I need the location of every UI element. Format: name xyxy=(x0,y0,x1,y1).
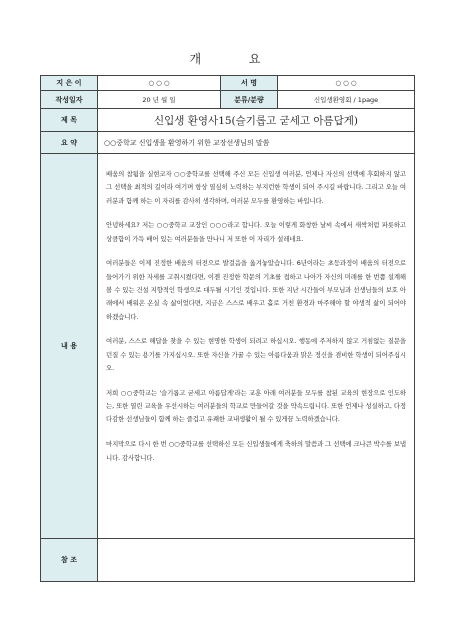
content-body xyxy=(98,154,415,539)
reference-row xyxy=(41,539,415,582)
summary-label: 요 약 xyxy=(41,132,98,154)
content-row xyxy=(41,154,415,539)
signature-value: ○ ○ ○ xyxy=(278,76,415,91)
subject-value: 신입생 환영사15(슬기롭고 굳세고 아름답게) xyxy=(98,109,415,132)
reference-value xyxy=(98,539,415,582)
category-value: 신입생환영회 / 1page xyxy=(278,91,415,109)
author-row xyxy=(41,76,415,91)
signature-label: 서 명 xyxy=(221,76,278,91)
category-label: 분류/분량 xyxy=(221,91,278,109)
date-label: 작성일자 xyxy=(41,91,98,109)
content-paragraph: 안녕하세요? 저는 ○○중학교 교장인 ○○○라고 합니다. 오늘 이렇게 화창한 날씨 속에서 새싹처럼 파릇하고 상큼함이 가득 배어 있는 여러분들을 만나니 저 또한 이 자리가 설레네요. xyxy=(106,221,406,243)
content-paragraph: 여러분, 스스로 해답을 찾을 수 있는 현명한 학생이 되려고 하십시오. 행동에 주저하지 않고 거침없는 질문을 던질 수 있는 용기를 가지십시오. 또한 자신을 가꿀 수 있는 아름다움과 맑은 정신을 겸비한 학생이 되어주십시오. xyxy=(106,337,406,373)
date-row xyxy=(41,91,415,109)
overview-form-table xyxy=(40,75,415,582)
reference-label: 참 조 xyxy=(41,539,98,582)
summary-row xyxy=(41,132,415,154)
date-value: 20 년 월 일 xyxy=(98,91,221,109)
author-value: ○ ○ ○ xyxy=(98,76,221,91)
subject-row xyxy=(41,109,415,132)
author-label: 지 은 이 xyxy=(41,76,98,91)
page-title: 개 요 xyxy=(189,52,283,66)
content-paragraph: 배움의 참됨을 실현코자 ○○중학교를 선택해 주신 모든 신입생 여러분, 언제나 자신의 선택에 후회하지 않고 그 선택을 최적의 길이라 여기며 항상 열심히 노력하는 부지런한 학생이 되어 주시길 바랍니다. 그리고 오늘 여러분과 함께 하는 이 자리를 감사히 생각하며, 여러분 모두를 환영하는 바입니다. xyxy=(106,170,406,205)
content-label: 내 용 xyxy=(41,154,98,539)
summary-value: ○○중학교 신입생을 환영하기 위한 교장선생님의 말씀 xyxy=(98,132,415,154)
content-paragraph: 여러분들은 이제 진정한 배움의 터전으로 발걸음을 옮겨놓았습니다. 6년이라는 초등과정이 배움의 터전으로 들어가기 위한 자세를 고취시켰다면, 이젠 진정한 학문의 기초를 접하고 나아가 자신의 미래를 한 번쯤 설계해 볼 수 있는 건설 지향적인 학생으로 대두될 시기인 것입니다. 또한 지난 시간들이 부모님과 선생님들의 보호 아래에서 배워온 온실 속 삶이었다면, 지금은 스스로 배우고 홀로 거친 환경과 마주해야 할 야생적 삶이 되어야 하겠습니다. xyxy=(106,259,406,321)
content-paragraph: 저희 ○○중학교는 '슬기롭고 굳세고 아름답게'라는 교훈 아래 여러분들 모두를 참된 교육의 현장으로 인도하는, 또한 열린 교육을 우선시하는 여러분들의 학교로 만들어갈 것을 약속드립니다. 또한 언제나 성실하고, 다정다감한 선생님들이 함께 하는 즐겁고 유쾌한 교내생활이 될 수 있게끔 노력하겠습니다. xyxy=(106,388,406,424)
subject-label: 제 목 xyxy=(41,109,98,132)
content-paragraph: 마지막으로 다시 한 번 ○○중학교를 선택하신 모든 신입생들에게 축하의 말씀과 그 선택에 크나큰 박수를 보냅니다. 감사합니다. xyxy=(106,440,406,462)
